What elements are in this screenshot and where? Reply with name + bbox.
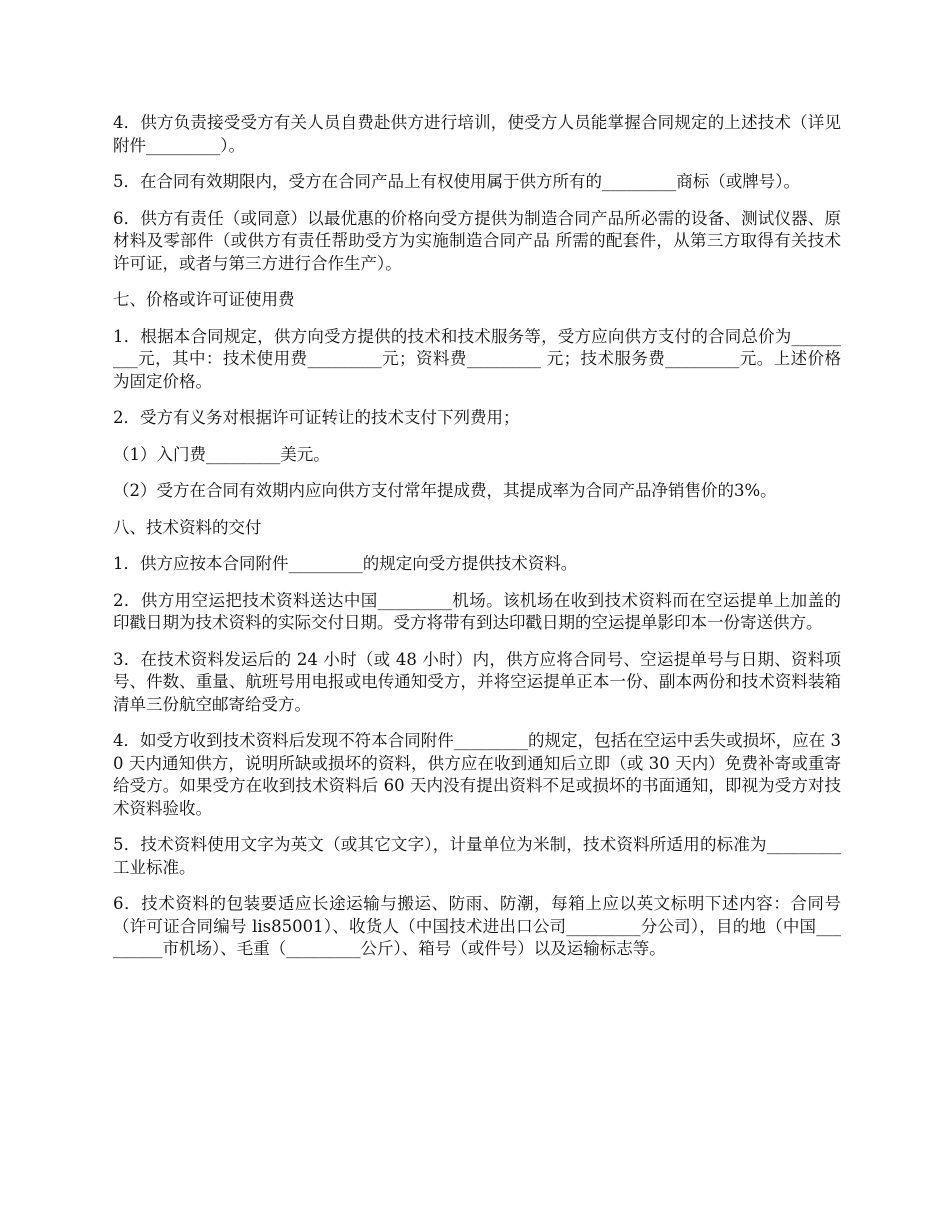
document-page [113, 112, 841, 975]
delivery-clause-4: 4．如受方收到技术资料后发现不符本合同附件_________的规定，包括在空运中丢失或损坏，应在 30 天内通知供方，说明所缺或损坏的资料，供方应在收到通知后立即（或 30 天内）免费补寄或重寄给受方。如果受方在收到技术资料后 60 天内没有提出资料不足或损坏的书面通知，即视为受方对技术资料验收。 [113, 731, 841, 818]
delivery-clause-6: 6．技术资料的包装要适应长途运输与搬运、防雨、防潮，每箱上应以英文标明下述内容：合同号（许可证合同编号 lis85001）、收货人（中国技术进出口公司_________分公司），目的地（中国_________市机场）、毛重（_________公斤）、箱号（或件号）以及运输标志等。 [113, 894, 841, 958]
price-clause-2-item-1: （1）入门费_________美元。 [113, 444, 330, 464]
delivery-clause-5: 5．技术资料使用文字为英文（或其它文字），计量单位为米制，技术资料所适用的标准为_________工业标准。 [113, 835, 841, 877]
clause-4-training: 4．供方负责接受受方有关人员自费赴供方进行培训，使受方人员能掌握合同规定的上述技术（详见附件_________）。 [113, 113, 841, 155]
delivery-clause-1: 1．供方应按本合同附件_________的规定向受方提供技术资料。 [113, 554, 578, 573]
section-heading-price: 七、价格或许可证使用费 [113, 290, 295, 309]
delivery-clause-2: 2．供方用空运把技术资料送达中国_________机场。该机场在收到技术资料而在空运提单上加盖的印戳日期为技术资料的实际交付日期。受方将带有到达印戳日期的空运提单影印本一份寄送供方。 [113, 590, 841, 632]
price-clause-2-item-2: （2）受方在合同有效期内应向供方支付常年提成费，其提成率为合同产品净销售价的3%。 [113, 481, 777, 500]
clause-6-equipment: 6．供方有责任（或同意）以最优惠的价格向受方提供为制造合同产品所必需的设备、测试仪器、原材料及零部件（或供方有责任帮助受方为实施制造合同产品 所需的配套件，从第三方取得有关技术许可证，或者与第三方进行合作生产）。 [113, 208, 841, 273]
section-heading-delivery: 八、技术资料的交付 [113, 517, 262, 537]
clause-5-trademark: 5．在合同有效期限内，受方在合同产品上有权使用属于供方所有的_________商标（或牌号）。 [113, 172, 800, 191]
price-clause-1: 1．根据本合同规定，供方向受方提供的技术和技术服务等，受方应向供方支付的合同总价为_________元，其中：技术使用费_________元；资料费_________ 元；技术服务费_________元。上述价格为固定价格。 [113, 326, 841, 391]
price-clause-2: 2．受方有义务对根据许可证转让的技术支付下列费用； [113, 408, 520, 427]
delivery-clause-3: 3．在技术资料发运后的 24 小时（或 48 小时）内，供方应将合同号、空运提单号与日期、资料项号、件数、重量、航班号用电报或电传通知受方，并将空运提单正本一份、副本两份和技术资料装箱清单三份航空邮寄给受方。 [113, 649, 841, 714]
